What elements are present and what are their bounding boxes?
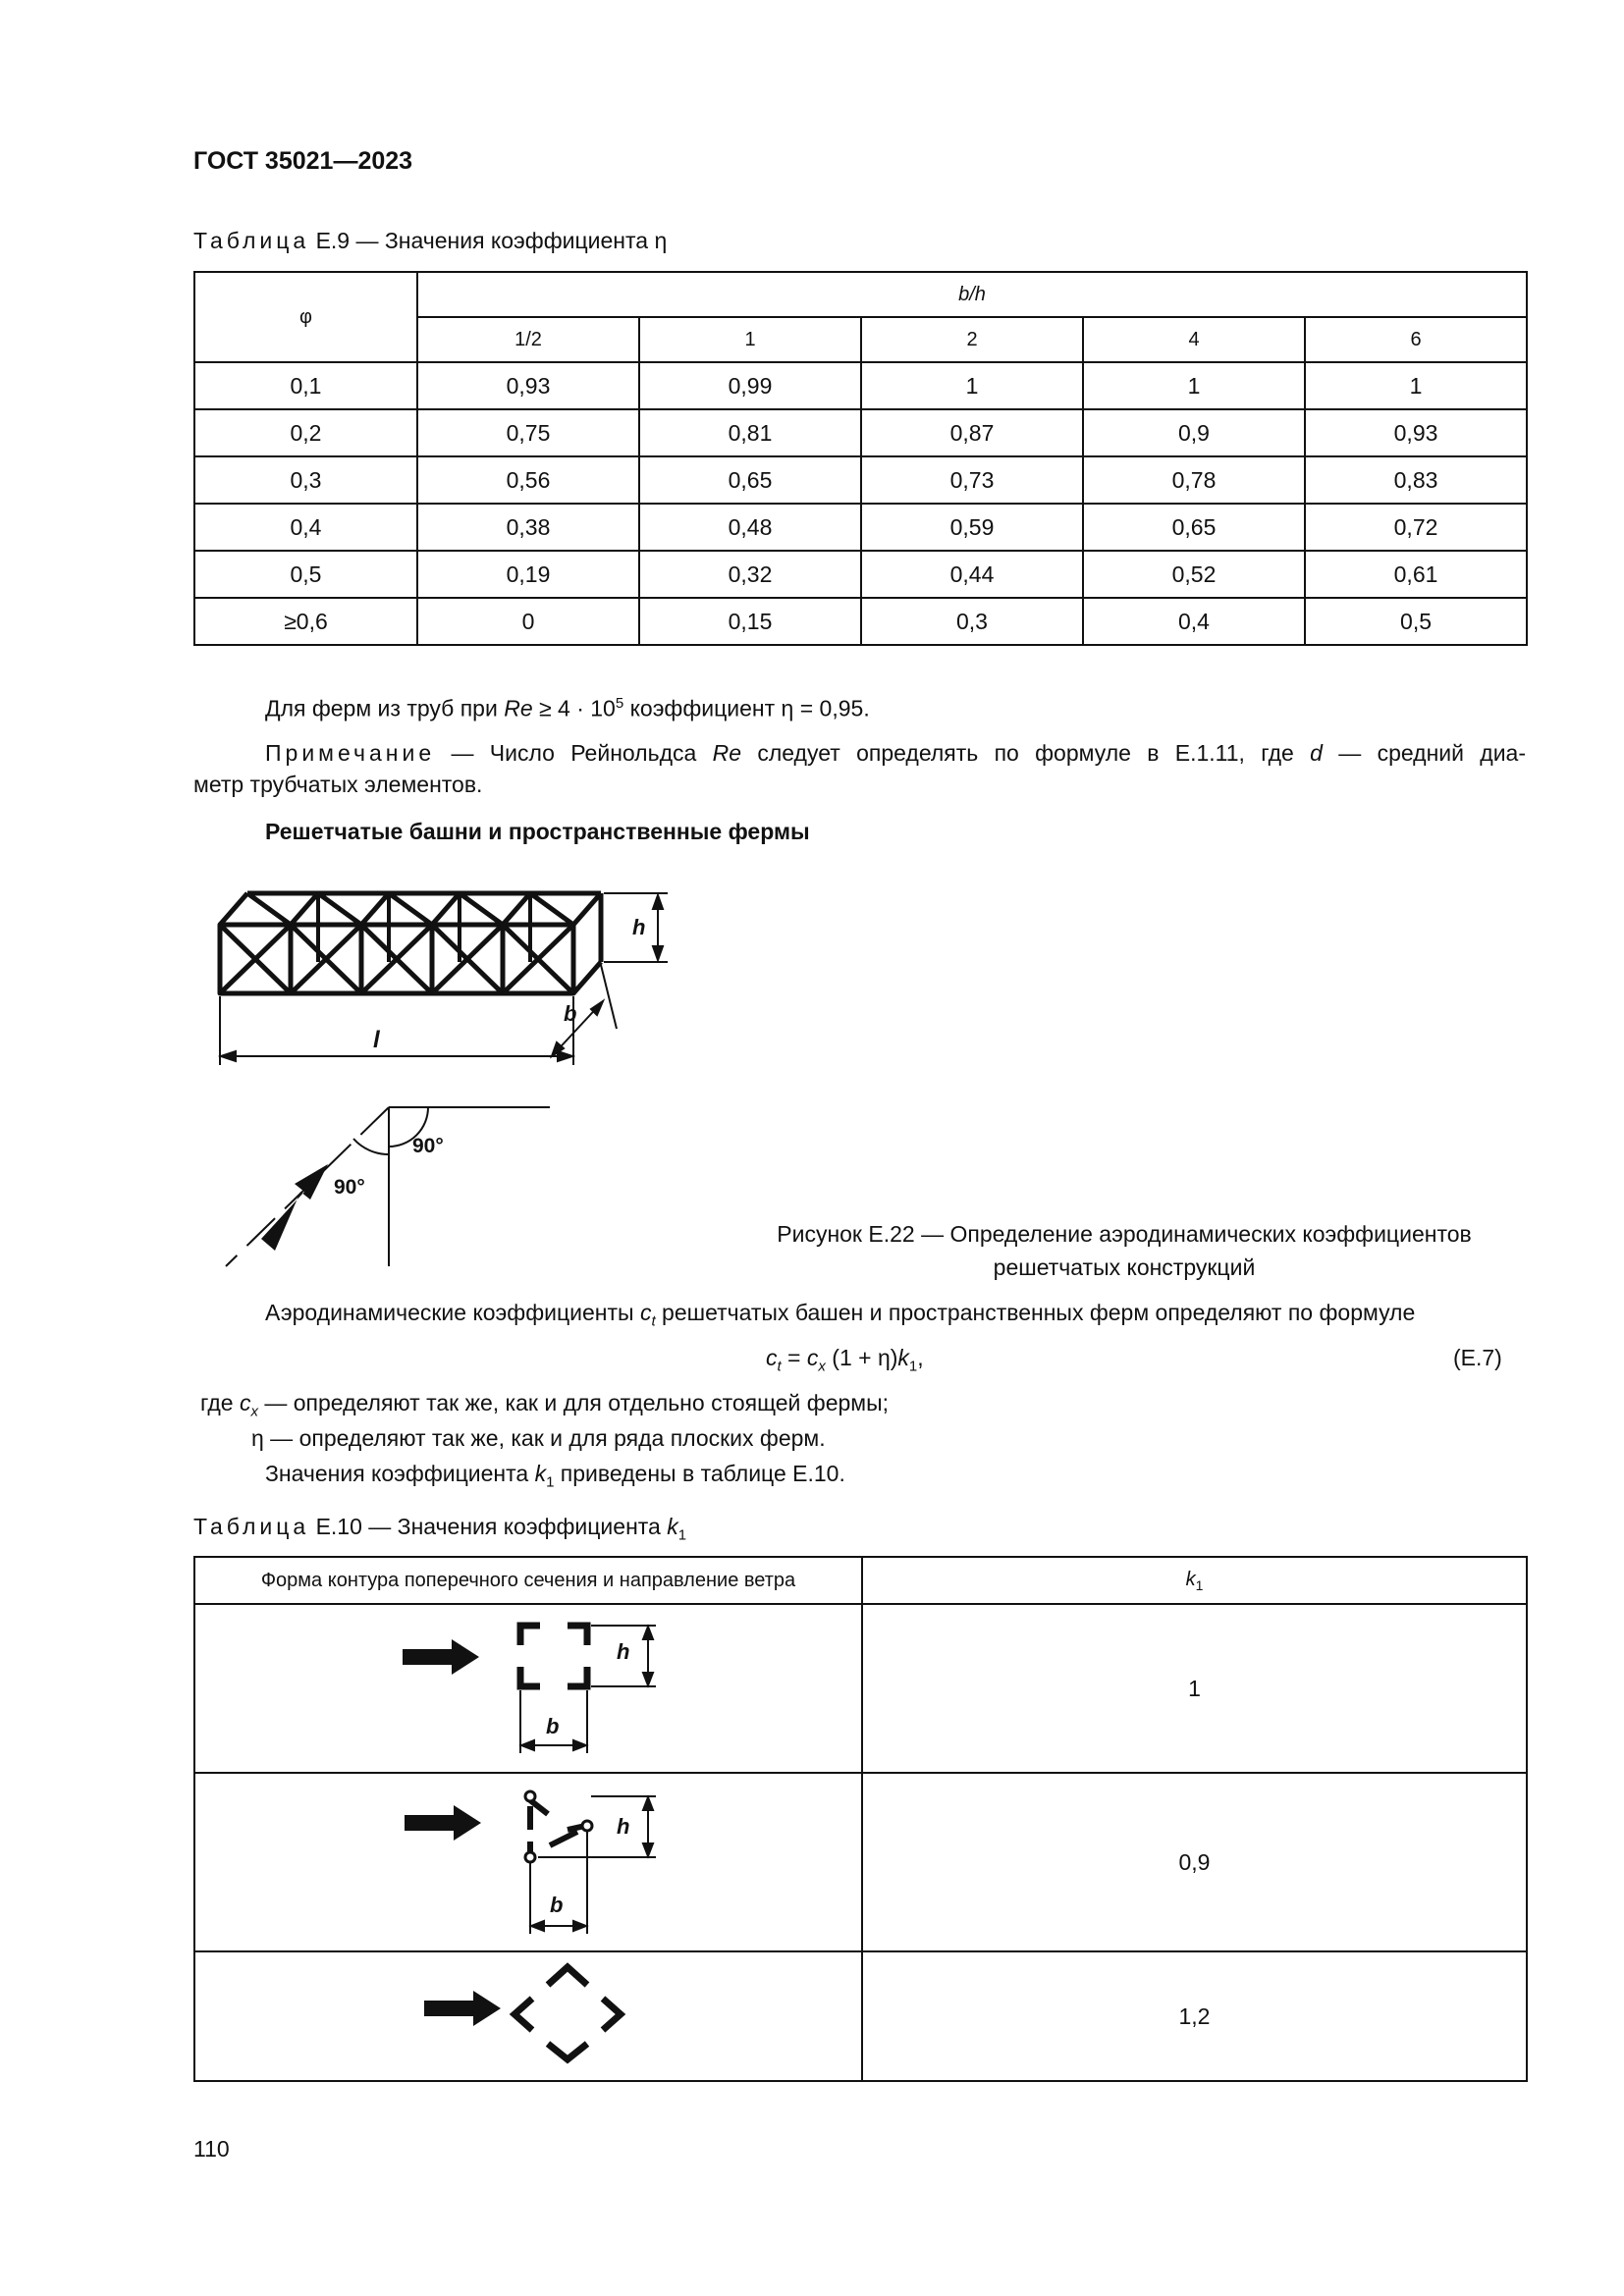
triangle-section-icon (530, 1800, 585, 1853)
d-symbol: d (1310, 740, 1323, 766)
table-cell: 0,56 (417, 456, 639, 504)
table-cell: 0,5 (1305, 598, 1527, 645)
wind-arrow-icon (405, 1805, 481, 1841)
table-cell: 0,81 (639, 409, 861, 456)
table9-col-header: 1/2 (417, 317, 639, 362)
re-symbol: Re (712, 740, 742, 766)
note-line-2: метр трубчатых элементов. (193, 772, 483, 797)
table-cell: 0,1 (194, 362, 417, 409)
table9-col-header: 6 (1305, 317, 1527, 362)
table10-caption-prefix: Таблица (193, 1514, 310, 1539)
text-span: — определяют так же, как и для отдельно стоящей фермы; (257, 1390, 890, 1415)
table-cell: ≥0,6 (194, 598, 417, 645)
page-number: 110 (193, 2136, 230, 2162)
text-span: решетчатых башен и пространственных ферм определяют по формуле (655, 1300, 1416, 1325)
formula-number: (Е.7) (1453, 1345, 1502, 1370)
fig-label-h: h (632, 915, 646, 939)
table-cell: 0,4 (1083, 598, 1305, 645)
angle-label-2: 90° (334, 1176, 365, 1199)
table-cell: 0,65 (639, 456, 861, 504)
fig-label-l: l (373, 1027, 380, 1053)
text-span: Аэродинамические коэффициенты (265, 1300, 640, 1325)
table-cell: 1 (862, 1604, 1527, 1773)
section-heading: Решетчатые башни и пространственные фермы (265, 819, 810, 844)
table-cell: 0,61 (1305, 551, 1527, 598)
k-symbol: k (1185, 1568, 1196, 1590)
re-symbol: Re (504, 695, 533, 721)
table-cell: 0,73 (861, 456, 1083, 504)
table-cell: 0,52 (1083, 551, 1305, 598)
table-cell: 1 (861, 362, 1083, 409)
table-cell: 0 (417, 598, 639, 645)
table9-col-header: 1 (639, 317, 861, 362)
table9-col-header: 2 (861, 317, 1083, 362)
table9-caption-prefix: Таблица (193, 228, 310, 253)
angle-label-1: 90° (412, 1135, 444, 1157)
text-span: (1 + η) (825, 1345, 898, 1370)
table-cell: 0,15 (639, 598, 861, 645)
table-cell: 1 (1083, 362, 1305, 409)
table-cell: 0,75 (417, 409, 639, 456)
table-cell: 0,59 (861, 504, 1083, 551)
where-eta-line: η — определяют так же, как и для ряда плоских ферм. (251, 1425, 826, 1451)
fig-label-b: b (564, 1001, 577, 1026)
table-cell: 0,3 (861, 598, 1083, 645)
text-span: , (917, 1345, 924, 1370)
formula-k: k (897, 1345, 909, 1370)
table-cell: 0,65 (1083, 504, 1305, 551)
table-cell: 0,5 (194, 551, 417, 598)
shape1-label-h: h (617, 1639, 630, 1664)
square-section-icon (520, 1626, 587, 1686)
table-cell: 0,93 (417, 362, 639, 409)
wind-arrow-icon (403, 1639, 479, 1675)
table10-col1-header: Форма контура поперечного сечения и направление ветра (194, 1557, 862, 1604)
table-cell: 1 (1305, 362, 1527, 409)
table9-bh-header: b/h (417, 272, 1527, 317)
table-cell: 0,2 (194, 409, 417, 456)
figure-caption-line-2: решетчатых конструкций (993, 1255, 1256, 1280)
table-cell: 0,87 (861, 409, 1083, 456)
k-symbol: k (534, 1461, 547, 1486)
table10-caption-text: Е.10 — Значения коэффициента (309, 1514, 668, 1539)
formula-cx: c (806, 1345, 819, 1370)
subscript: 1 (1195, 1576, 1204, 1593)
subscript: x (818, 1358, 826, 1375)
wind-arrow-icon (424, 1991, 501, 2026)
text-span: где (200, 1390, 240, 1415)
table9-caption-text: Е.9 — Значения коэффициента η (309, 228, 668, 253)
table9-phi-header: φ (194, 272, 417, 362)
table-cell: 0,72 (1305, 504, 1527, 551)
text-span: ≥ 4 · 10 (532, 695, 616, 721)
shape2-label-h: h (617, 1814, 630, 1839)
text-span: = (781, 1345, 807, 1370)
table-cell: 0,9 (1083, 409, 1305, 456)
subscript: 1 (908, 1358, 918, 1375)
subscript: x (250, 1403, 258, 1420)
formula-ct: c (766, 1345, 778, 1370)
document-header: ГОСТ 35021—2023 (193, 147, 413, 175)
shape1-label-b: b (546, 1714, 560, 1738)
table-cell: 0,78 (1083, 456, 1305, 504)
text-span: Значения коэффициента (265, 1461, 535, 1486)
figure-caption-line-1: Рисунок Е.22 — Определение аэродинамических коэффициентов (777, 1221, 1472, 1247)
subscript: t (651, 1312, 656, 1330)
ct-symbol: c (639, 1300, 652, 1325)
note-label: Примечание (265, 740, 436, 766)
text-span: — Число Рейнольдса (435, 740, 713, 766)
cx-symbol: c (239, 1390, 251, 1415)
table-cell: 0,99 (639, 362, 861, 409)
text-span: — средний диа- (1322, 740, 1526, 766)
exponent: 5 (615, 695, 624, 712)
subscript: 1 (546, 1473, 555, 1491)
text-span: Для ферм из труб при (265, 695, 505, 721)
table-cell: 1,2 (862, 1951, 1527, 2081)
table-cell: 0,44 (861, 551, 1083, 598)
text-span: приведены в таблице Е.10. (554, 1461, 845, 1486)
table-cell: 0,93 (1305, 409, 1527, 456)
text-span: коэффициент η = 0,95. (623, 695, 870, 721)
table-cell: 0,4 (194, 504, 417, 551)
subscript: t (777, 1358, 782, 1375)
shape2-label-b: b (550, 1893, 564, 1917)
table-cell: 0,48 (639, 504, 861, 551)
subscript: 1 (677, 1526, 687, 1544)
table-cell: 0,19 (417, 551, 639, 598)
k-symbol: k (667, 1514, 678, 1539)
diamond-section-icon (514, 1967, 621, 2059)
table-cell: 0,3 (194, 456, 417, 504)
table-cell: 0,9 (862, 1773, 1527, 1951)
table-cell: 0,38 (417, 504, 639, 551)
table9-col-header: 4 (1083, 317, 1305, 362)
table-cell: 0,32 (639, 551, 861, 598)
text-span: следует определять по формуле в Е.1.11, где (741, 740, 1311, 766)
table-cell: 0,83 (1305, 456, 1527, 504)
